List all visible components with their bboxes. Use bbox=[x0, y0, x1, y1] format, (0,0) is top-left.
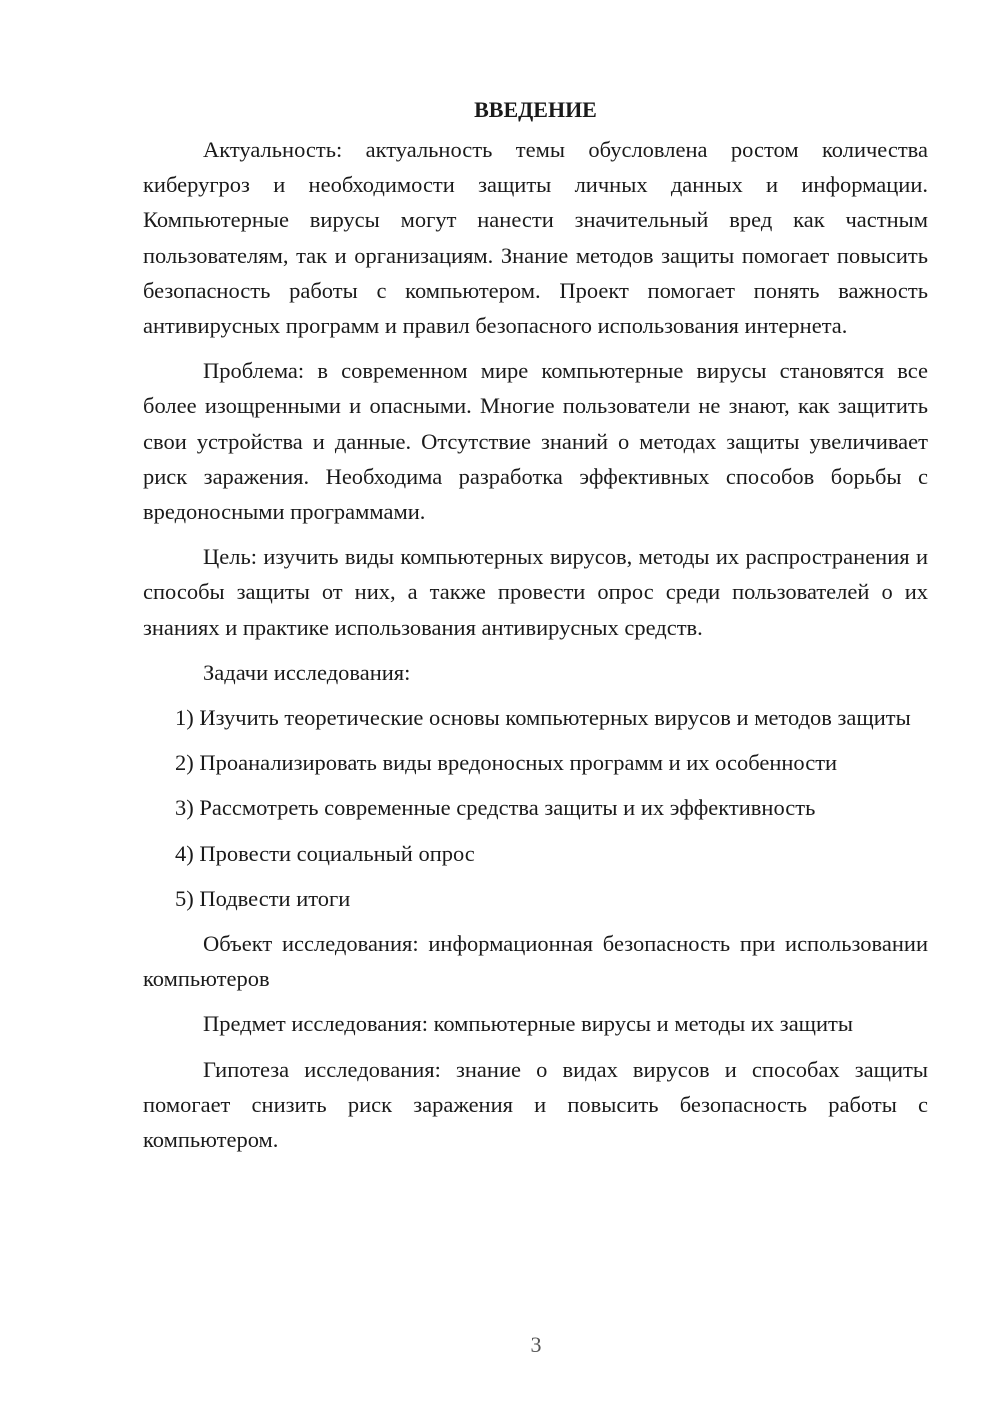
page-number: 3 bbox=[530, 1332, 542, 1357]
tasks-heading: Задачи исследования: bbox=[203, 659, 411, 685]
hypothesis-paragraph: Гипотеза исследования: знание о видах вирусов и способах защиты помогает снизить риск заражения и повысить безопасность работы с компьютером. bbox=[143, 1056, 928, 1153]
task-item: 3) Рассмотреть современные средства защиты и их эффективность bbox=[175, 795, 816, 821]
task-item: 2) Проанализировать виды вредоносных программ и их особенности bbox=[175, 750, 838, 776]
object-paragraph: Объект исследования: информационная безопасность при использовании компьютеров bbox=[143, 931, 928, 992]
task-item: 4) Провести социальный опрос bbox=[175, 840, 475, 866]
relevance-paragraph: Актуальность: актуальность темы обусловлена ростом количества киберугроз и необходимости защиты личных данных и информации. Компьютерные вирусы могут нанести значительный вред как частным пользователям, так и организациям. Знание методов защиты помогает повысить безопасность работы с компьютером. Проект помогает понять важность антивирусных программ и правил безопасного использования интернета. bbox=[143, 137, 928, 339]
document-page bbox=[143, 92, 928, 1167]
task-item: 5) Подвести итоги bbox=[175, 885, 351, 911]
problem-paragraph: Проблема: в современном мире компьютерные вирусы становятся все более изощренными и опасными. Многие пользователи не знают, как защитить свои устройства и данные. Отсутствие знаний о методах защиты увеличивает риск заражения. Необходима разработка эффективных способов борьбы с вредоносными программами. bbox=[143, 358, 928, 525]
goal-paragraph: Цель: изучить виды компьютерных вирусов, методы их распространения и способы защиты от них, а также провести опрос среди пользователей о их знаниях и практике использования антивирусных средств. bbox=[143, 544, 928, 640]
page-title: ВВЕДЕНИЕ bbox=[474, 97, 597, 122]
task-item: 1) Изучить теоретические основы компьютерных вирусов и методов защиты bbox=[175, 705, 911, 731]
subject-paragraph: Предмет исследования: компьютерные вирусы и методы их защиты bbox=[203, 1011, 853, 1037]
